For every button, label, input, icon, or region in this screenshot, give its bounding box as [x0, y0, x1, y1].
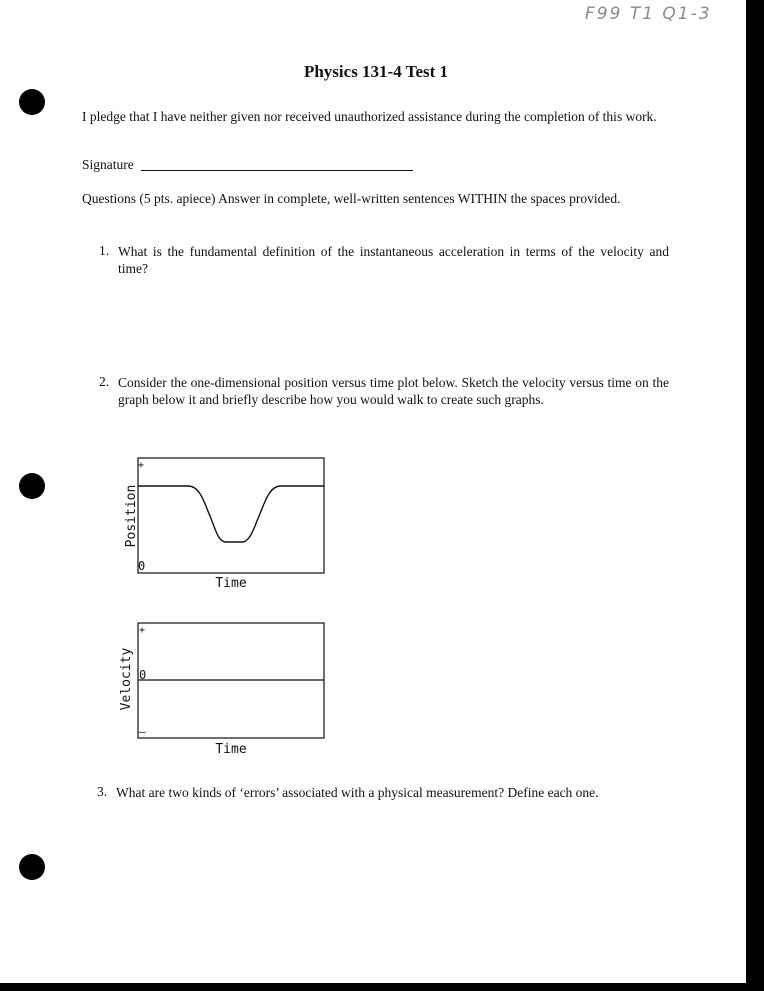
honor-pledge: I pledge that I have neither given nor received unauthorized assistance during the completion of this work. [82, 109, 657, 124]
question-1-number: 1. [99, 243, 110, 258]
question-2-text: Consider the one-dimensional position versus time plot below. Sketch the velocity versus time on the graph below it and briefly describe how you would walk to create such graphs. [118, 375, 669, 407]
question-3-text: What are two kinds of ‘errors’ associated with a physical measurement? Define each one. [116, 785, 599, 800]
velocity-y-label: Velocity [119, 647, 134, 711]
velocity-plus-tick: + [139, 625, 146, 636]
signature-row [82, 157, 670, 173]
instructions: Questions (5 pts. apiece) Answer in complete, well-written sentences WITHIN the spaces provided. [82, 191, 621, 206]
velocity-zero-tick: 0 [139, 668, 147, 682]
velocity-time-plot [118, 617, 333, 760]
scan-border-right [746, 0, 764, 991]
binder-hole-middle [19, 473, 45, 499]
page-title: Physics 131-4 Test 1 [303, 62, 449, 81]
binder-hole-bottom [19, 854, 45, 880]
question-2-number: 2. [99, 374, 110, 389]
position-zero-tick: 0 [138, 559, 146, 573]
signature-line [141, 170, 413, 171]
scan-border-bottom [0, 983, 764, 991]
position-plot-frame [138, 458, 324, 573]
position-curve [138, 486, 324, 542]
velocity-x-label: Time [215, 742, 247, 757]
position-x-label: Time [215, 576, 247, 591]
position-plus-tick: + [138, 460, 145, 471]
question-3-number: 3. [97, 784, 108, 799]
handwritten-note: F99 T1 Q1-3 [585, 4, 712, 24]
question-1-text: What is the fundamental definition of the instantaneous acceleration in terms of the velocity and time? [118, 244, 669, 276]
position-time-plot [118, 452, 333, 594]
signature-label: Signature [82, 157, 134, 172]
binder-hole-top [19, 89, 45, 115]
velocity-minus-tick: – [139, 725, 146, 738]
position-y-label: Position [124, 484, 139, 548]
